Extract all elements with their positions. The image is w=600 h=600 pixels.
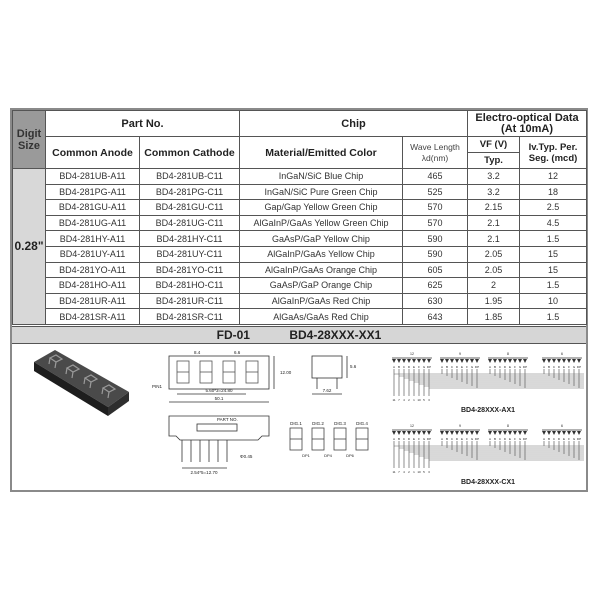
schematic-segment-label: G — [422, 365, 426, 369]
dim-height: 12.00 — [280, 370, 292, 375]
schematic-segment-label: C — [402, 365, 406, 369]
schematic-segment-label: F — [466, 365, 468, 369]
schematic-segment-label: C — [552, 437, 556, 441]
dim-side-height: 5.6 — [350, 364, 357, 369]
dim-pitch: 5.60*3=24.80 — [205, 388, 233, 393]
digit-label: DIG.2 — [312, 421, 324, 426]
cell-wave-length: 590 — [403, 246, 468, 262]
schematic-led — [513, 359, 517, 363]
schematic-led — [567, 359, 571, 363]
schematic-segment-label: DP — [522, 437, 528, 441]
header-material: Material/Emitted Color — [240, 137, 403, 169]
cell-wave-length: 465 — [403, 169, 468, 185]
schematic-segment-label: D — [557, 437, 561, 441]
header-vf-label: VF (V) — [468, 137, 519, 153]
schematic-segment-label: G — [572, 365, 576, 369]
schematic-segment-label: A — [440, 437, 444, 441]
table-row — [13, 231, 587, 247]
schematic-led — [397, 359, 401, 363]
schematic-pin-number: 7 — [398, 398, 400, 402]
schematic-led — [503, 431, 507, 435]
schematic-segment-label: D — [455, 437, 459, 441]
schematic-segment-label: A — [392, 437, 396, 441]
schematic-pin-number: 11 — [392, 398, 396, 402]
schematic-led — [475, 359, 479, 363]
pin1-label: PIN1 — [152, 384, 163, 389]
schematic-led — [577, 359, 581, 363]
schematic-segment-label: D — [503, 365, 507, 369]
schematic-led — [547, 359, 551, 363]
cell-wave-length: 605 — [403, 262, 468, 278]
schematic-led — [445, 431, 449, 435]
schematic-pin-number: 4 — [403, 470, 405, 474]
cell-common-anode: BD4-281UY-A11 — [46, 246, 140, 262]
schematic-led — [470, 359, 474, 363]
dp-labels — [302, 453, 355, 458]
package-bar — [12, 326, 586, 344]
schematic-led — [412, 431, 416, 435]
dim-pin-pitch: 2.54*5=12.70 — [190, 470, 218, 475]
schematic-led — [417, 359, 421, 363]
cell-material: AlGaInP/GaAs Orange Chip — [240, 262, 403, 278]
schematic-led — [465, 359, 469, 363]
schematic-led — [422, 359, 426, 363]
schematic-digit-pin: 8 — [507, 424, 509, 428]
table-row — [13, 262, 587, 278]
schematic-segment-label: D — [455, 365, 459, 369]
schematic-led — [523, 359, 527, 363]
cell-material: GaAsP/GaP Orange Chip — [240, 278, 403, 294]
header-chip: Chip — [240, 111, 468, 137]
schematic-led — [498, 359, 502, 363]
schematic-segment-label: DP — [426, 437, 432, 441]
header-vf-typ: Typ. — [484, 155, 503, 166]
schematic-pin-number: 5 — [423, 398, 425, 402]
schematic-segment-label: G — [422, 437, 426, 441]
cell-common-cathode: BD4-281GU-C11 — [140, 200, 240, 216]
schematic-led — [557, 431, 561, 435]
header-iv-label: Iv.Typ. Per. — [528, 141, 578, 153]
schematic-led — [455, 359, 459, 363]
schematic-segment-label: C — [450, 437, 454, 441]
schematic-led — [488, 359, 492, 363]
schematic-cx-label: BD4-28XXX-CX1 — [460, 479, 516, 486]
schematic-segment-label: E — [562, 437, 566, 441]
schematic-digit-pin: 12 — [410, 352, 414, 356]
schematic-led — [427, 359, 431, 363]
cell-material: AlGaInP/GaAs Red Chip — [240, 293, 403, 309]
spec-table — [12, 110, 587, 325]
schematic-segment-label: A — [542, 437, 546, 441]
schematic-segment-label: E — [460, 365, 464, 369]
schematic-segment-label: B — [397, 437, 401, 441]
cell-material: InGaN/SiC Pure Green Chip — [240, 184, 403, 200]
schematic-digit-pin: 6 — [561, 424, 563, 428]
cell-material: AlGaInP/GaAs Yellow Green Chip — [240, 215, 403, 231]
table-row — [13, 200, 587, 216]
dim-depth: 7.62 — [322, 388, 332, 393]
cell-common-anode: BD4-281HO-A11 — [46, 278, 140, 294]
schematic-led — [440, 359, 444, 363]
schematic-led — [402, 359, 406, 363]
schematic-pin-number: 7 — [398, 470, 400, 474]
schematic-led — [572, 359, 576, 363]
cell-material: AlGaInP/GaAs Yellow Chip — [240, 246, 403, 262]
schematic-segment-label: F — [568, 365, 570, 369]
schematic-led — [422, 431, 426, 435]
schematic-led — [475, 431, 479, 435]
schematic-digit-pin: 9 — [459, 424, 461, 428]
schematic-segment-label: D — [503, 437, 507, 441]
schematic-pin-number: 1 — [413, 470, 415, 474]
digit-label: DIG.3 — [334, 421, 346, 426]
cell-wave-length: 625 — [403, 278, 468, 294]
schematic-pin-number: 10 — [417, 470, 421, 474]
schematic-segment-label: F — [514, 365, 516, 369]
schematic-led — [518, 431, 522, 435]
schematic-led — [523, 431, 527, 435]
header-part-no: Part No. — [46, 111, 240, 137]
table-row — [13, 169, 587, 185]
header-iv — [520, 137, 587, 169]
schematic-led — [513, 431, 517, 435]
schematic-led — [508, 359, 512, 363]
cell-common-cathode: BD4-281SR-C11 — [140, 309, 240, 325]
schematic-pin-number: 2 — [408, 398, 410, 402]
schematic-segment-label: E — [508, 365, 512, 369]
schematic-led — [518, 359, 522, 363]
schematic-pin-number: 5 — [423, 470, 425, 474]
schematic-segment-label: B — [397, 365, 401, 369]
schematic-led — [392, 359, 396, 363]
cell-vf: 1.95 — [468, 293, 520, 309]
schematic-pin-number: 2 — [408, 470, 410, 474]
schematic-segment-label: F — [418, 365, 420, 369]
schematic-segment-label: C — [552, 365, 556, 369]
schematic-segment-label: E — [562, 365, 566, 369]
cell-vf: 1.85 — [468, 309, 520, 325]
drawing-svg — [12, 344, 586, 490]
cell-iv: 1.5 — [520, 231, 587, 247]
schematic-segment-label: A — [488, 437, 492, 441]
dp-label: DP6 — [346, 453, 354, 458]
cell-common-anode: BD4-281UG-A11 — [46, 215, 140, 231]
schematic-segment-label: B — [547, 437, 551, 441]
schematic-anode — [392, 352, 584, 402]
table-row — [13, 309, 587, 325]
cell-iv: 1.5 — [520, 278, 587, 294]
cell-vf: 2.1 — [468, 231, 520, 247]
schematic-segment-label: D — [557, 365, 561, 369]
schematic-digit-pin: 9 — [459, 352, 461, 356]
schematic-segment-label: D — [407, 437, 411, 441]
cell-material: GaAsP/GaP Yellow Chip — [240, 231, 403, 247]
schematic-segment-label: C — [450, 365, 454, 369]
schematic-pin-number: 3 — [428, 470, 430, 474]
cell-common-anode: BD4-281HY-A11 — [46, 231, 140, 247]
schematic-segment-label: A — [542, 365, 546, 369]
schematic-segment-label: B — [547, 365, 551, 369]
cell-wave-length: 630 — [403, 293, 468, 309]
schematic-segment-label: B — [493, 365, 497, 369]
table-row — [13, 293, 587, 309]
header-wave-length-unit: λd(nm) — [421, 152, 449, 163]
cell-common-anode: BD4-281SR-A11 — [46, 309, 140, 325]
table-row — [13, 246, 587, 262]
cell-common-cathode: BD4-281UR-C11 — [140, 293, 240, 309]
schematic-led — [450, 359, 454, 363]
table-row — [13, 278, 587, 294]
schematic-segment-label: G — [572, 437, 576, 441]
display-photo — [34, 350, 129, 416]
schematic-segment-label: F — [568, 437, 570, 441]
header-digit-size: Digit Size — [13, 111, 46, 169]
schematic-segment-label: G — [470, 437, 474, 441]
schematic-pin-number: 3 — [428, 398, 430, 402]
schematic-led — [552, 359, 556, 363]
schematic-led — [412, 359, 416, 363]
schematic-segment-label: DP — [474, 437, 480, 441]
schematic-ax-label: BD4-28XXX-AX1 — [460, 407, 516, 414]
schematic-pin-number: 10 — [417, 398, 421, 402]
cell-vf: 2.15 — [468, 200, 520, 216]
schematic-led — [445, 359, 449, 363]
table-body — [13, 169, 587, 325]
schematic-led — [493, 431, 497, 435]
header-electro-optical-sub: (At 10mA) — [501, 122, 553, 135]
digit-label: DIG.1 — [290, 421, 302, 426]
cell-iv: 2.5 — [520, 200, 587, 216]
schematic-led — [577, 431, 581, 435]
schematic-led — [503, 359, 507, 363]
schematic-segment-label: D — [407, 365, 411, 369]
package-code: FD-01 — [216, 328, 250, 342]
cell-common-cathode: BD4-281UG-C11 — [140, 215, 240, 231]
schematic-segment-label: E — [460, 437, 464, 441]
side-view — [169, 416, 269, 468]
schematic-led — [508, 431, 512, 435]
cell-common-anode: BD4-281UR-A11 — [46, 293, 140, 309]
schematic-segment-label: C — [498, 437, 502, 441]
schematic-segment-label: B — [445, 365, 449, 369]
schematic-segment-label: A — [440, 365, 444, 369]
schematic-led — [557, 359, 561, 363]
dim-seg-width: 6.6 — [234, 350, 241, 355]
schematic-segment-label: DP — [576, 365, 582, 369]
header-iv-sub: Seg. (mcd) — [528, 152, 578, 164]
table-row — [13, 184, 587, 200]
schematic-segment-label: F — [514, 437, 516, 441]
schematic-segment-label: F — [466, 437, 468, 441]
cell-common-anode: BD4-281PG-A11 — [46, 184, 140, 200]
cell-common-anode: BD4-281GU-A11 — [46, 200, 140, 216]
cell-vf: 2.05 — [468, 262, 520, 278]
dim-pin-dia: Φ0.45 — [240, 454, 253, 459]
schematic-led — [407, 359, 411, 363]
digit-labels — [290, 421, 368, 426]
cell-vf: 2 — [468, 278, 520, 294]
schematic-segment-label: F — [418, 437, 420, 441]
schematic-segment-label: A — [488, 365, 492, 369]
schematic-led — [455, 431, 459, 435]
cell-vf: 2.05 — [468, 246, 520, 262]
cell-iv: 15 — [520, 262, 587, 278]
header-common-anode: Common Anode — [46, 137, 140, 169]
schematic-segment-label: E — [508, 437, 512, 441]
schematic-led — [392, 431, 396, 435]
dp-label: DP4 — [324, 453, 332, 458]
schematic-led — [572, 431, 576, 435]
cell-wave-length: 643 — [403, 309, 468, 325]
schematic-segment-label: E — [412, 365, 416, 369]
cell-iv: 10 — [520, 293, 587, 309]
header-electro-optical-title: Electro-optical Data — [475, 111, 579, 124]
schematic-led — [488, 431, 492, 435]
schematic-led — [417, 431, 421, 435]
schematic-led — [562, 431, 566, 435]
cell-vf: 3.2 — [468, 169, 520, 185]
cell-iv: 1.5 — [520, 309, 587, 325]
schematic-segment-label: C — [498, 365, 502, 369]
cell-wave-length: 570 — [403, 200, 468, 216]
digit-label: DIG.4 — [356, 421, 368, 426]
cell-common-cathode: BD4-281HO-C11 — [140, 278, 240, 294]
schematic-digit-pin: 8 — [507, 352, 509, 356]
digit-size-value: 0.28" — [13, 169, 46, 325]
cell-material: Gap/Gap Yellow Green Chip — [240, 200, 403, 216]
schematic-segment-label: C — [402, 437, 406, 441]
schematic-segment-label: B — [445, 437, 449, 441]
schematic-segment-label: A — [392, 365, 396, 369]
cell-iv: 4.5 — [520, 215, 587, 231]
schematic-led — [567, 431, 571, 435]
schematic-segment-label: DP — [474, 365, 480, 369]
header-electro-optical — [468, 111, 587, 137]
header-wave-length — [403, 137, 468, 169]
part-no-label: PART NO. — [217, 417, 238, 422]
schematic-segment-label: G — [518, 437, 522, 441]
header-vf — [468, 137, 520, 169]
schematic-segment-label: G — [518, 365, 522, 369]
schematic-cathode — [392, 424, 584, 474]
schematic-led — [498, 431, 502, 435]
cell-iv: 12 — [520, 169, 587, 185]
schematic-led — [440, 431, 444, 435]
front-view — [169, 356, 347, 402]
schematic-led — [397, 431, 401, 435]
cell-wave-length: 590 — [403, 231, 468, 247]
schematic-led — [493, 359, 497, 363]
cell-common-cathode: BD4-281HY-C11 — [140, 231, 240, 247]
schematic-led — [562, 359, 566, 363]
schematic-led — [402, 431, 406, 435]
cell-common-anode: BD4-281YO-A11 — [46, 262, 140, 278]
mechanical-drawing — [12, 344, 586, 490]
schematic-led — [460, 359, 464, 363]
table-row — [13, 215, 587, 231]
schematic-led — [542, 359, 546, 363]
cell-wave-length: 570 — [403, 215, 468, 231]
schematic-led — [542, 431, 546, 435]
schematic-led — [470, 431, 474, 435]
schematic-led — [427, 431, 431, 435]
digit-detail — [290, 428, 368, 450]
schematic-led — [407, 431, 411, 435]
dp-label: DP1 — [302, 453, 310, 458]
cell-vf: 2.1 — [468, 215, 520, 231]
cell-iv: 18 — [520, 184, 587, 200]
schematic-led — [450, 431, 454, 435]
dim-width-total: 50.1 — [214, 396, 224, 401]
schematic-led — [552, 431, 556, 435]
schematic-pin-number: 1 — [413, 398, 415, 402]
header-wave-length-label: Wave Length — [410, 141, 460, 152]
cell-common-anode: BD4-281UB-A11 — [46, 169, 140, 185]
cell-common-cathode: BD4-281YO-C11 — [140, 262, 240, 278]
cell-common-cathode: BD4-281UB-C11 — [140, 169, 240, 185]
schematic-segment-label: DP — [522, 365, 528, 369]
datasheet-frame — [10, 108, 588, 492]
schematic-led — [460, 431, 464, 435]
schematic-segment-label: G — [470, 365, 474, 369]
schematic-pin-number: 4 — [403, 398, 405, 402]
schematic-digit-pin: 6 — [561, 352, 563, 356]
schematic-segment-label: DP — [426, 365, 432, 369]
schematic-led — [547, 431, 551, 435]
header-common-cathode: Common Cathode — [140, 137, 240, 169]
package-model: BD4-28XXX-XX1 — [289, 328, 382, 342]
cell-common-cathode: BD4-281PG-C11 — [140, 184, 240, 200]
dim-seg-height: 8.4 — [194, 350, 201, 355]
cell-common-cathode: BD4-281UY-C11 — [140, 246, 240, 262]
schematic-segment-label: E — [412, 437, 416, 441]
schematic-led — [465, 431, 469, 435]
schematic-segment-label: B — [493, 437, 497, 441]
cell-iv: 15 — [520, 246, 587, 262]
cell-vf: 3.2 — [468, 184, 520, 200]
cell-material: InGaN/SiC Blue Chip — [240, 169, 403, 185]
schematic-segment-label: DP — [576, 437, 582, 441]
schematic-pin-number: 11 — [392, 470, 396, 474]
schematic-digit-pin: 12 — [410, 424, 414, 428]
cell-material: AlGaAs/GaAs Red Chip — [240, 309, 403, 325]
cell-wave-length: 525 — [403, 184, 468, 200]
